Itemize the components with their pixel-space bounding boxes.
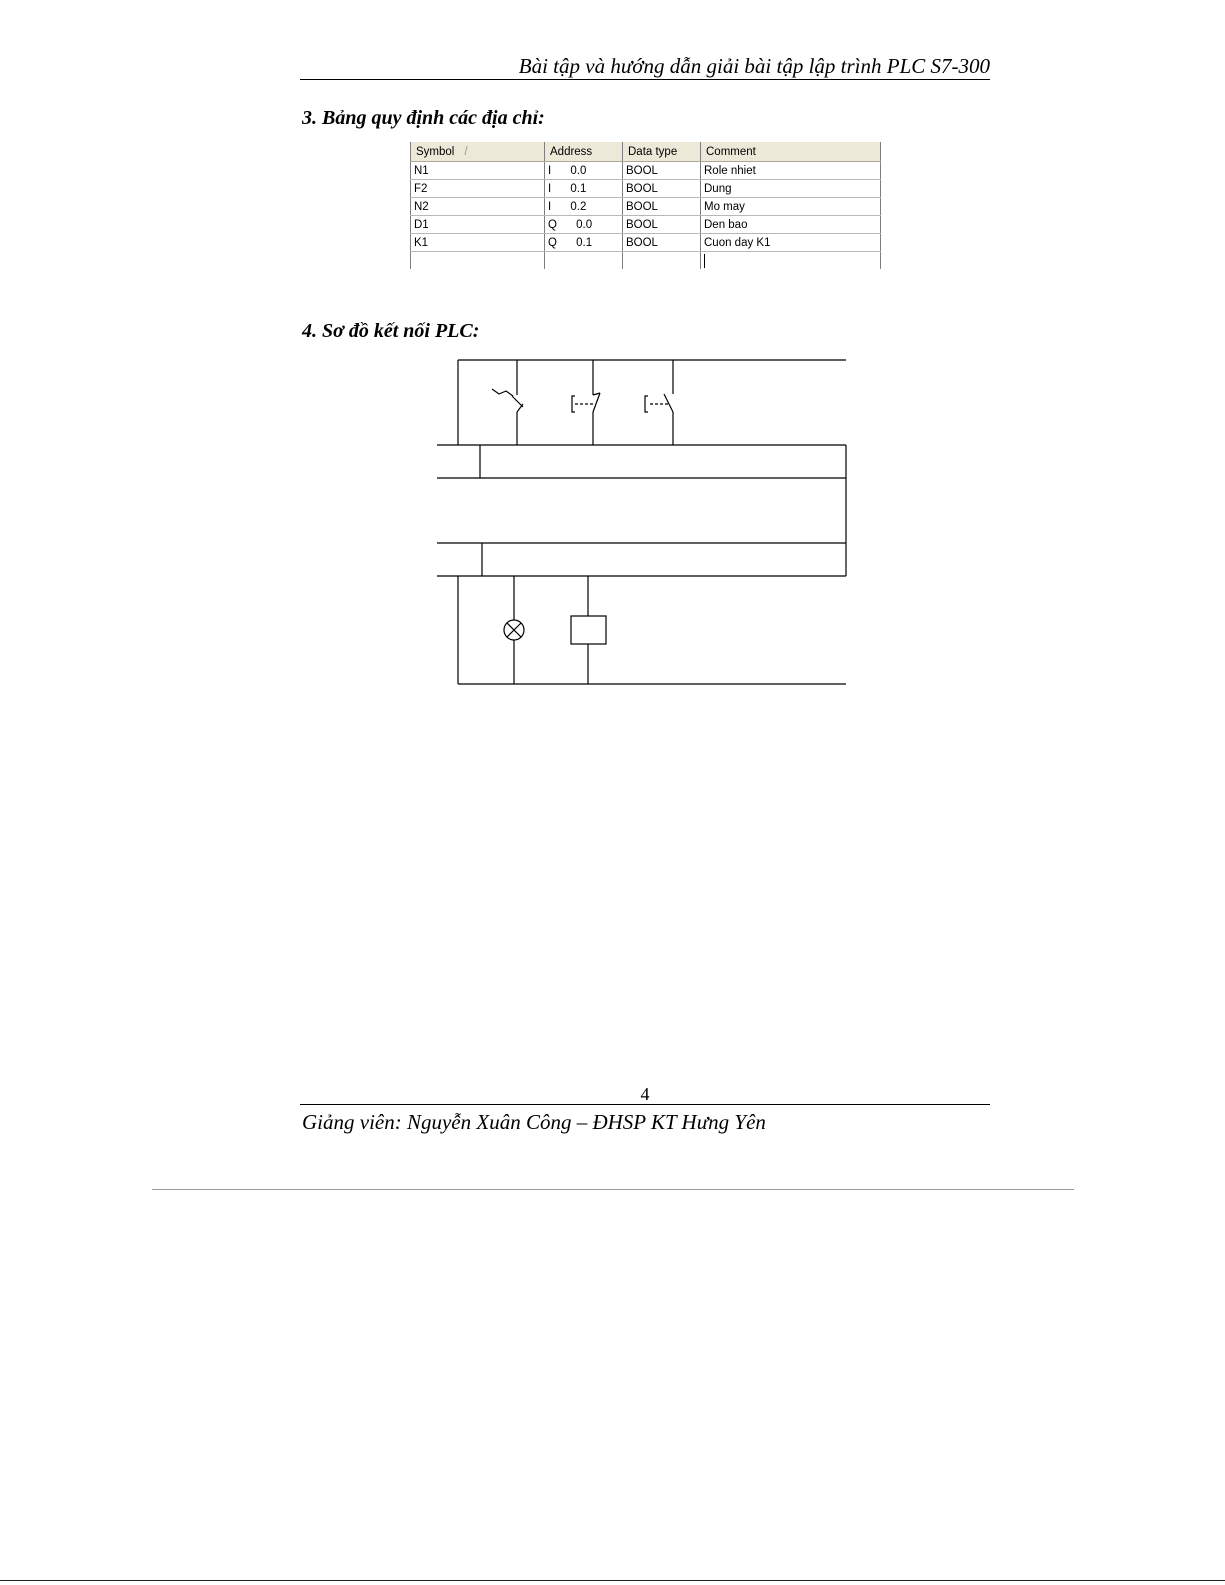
page-header-title: Bài tập và hướng dẫn giải bài tập lập trình PLC S7-300: [518, 54, 990, 78]
cell-data-type[interactable]: BOOL: [623, 234, 701, 252]
page-number: 4: [640, 1084, 650, 1104]
cell-data-type[interactable]: BOOL: [623, 198, 701, 216]
next-page-edge: [0, 1580, 1225, 1581]
page-separator: [152, 1189, 1074, 1190]
column-header-data-type[interactable]: Data type: [623, 142, 701, 162]
start-pushbutton-icon: [645, 360, 673, 445]
cell-address[interactable]: I 0.1: [545, 180, 623, 198]
cell-data-type[interactable]: BOOL: [623, 180, 701, 198]
cell-symbol[interactable]: F2: [411, 180, 545, 198]
sort-indicator-icon: /: [464, 145, 468, 158]
cell-symbol[interactable]: K1: [411, 234, 545, 252]
cell-symbol[interactable]: N1: [411, 162, 545, 180]
cell-data-type[interactable]: BOOL: [623, 216, 701, 234]
cell-symbol[interactable]: N2: [411, 198, 545, 216]
plc-input-module: [437, 445, 846, 478]
column-header-address[interactable]: Address: [545, 142, 623, 162]
cell-comment[interactable]: Cuon day K1: [701, 234, 881, 252]
cell-comment[interactable]: Dung: [701, 180, 881, 198]
cell-address[interactable]: Q 0.0: [545, 216, 623, 234]
cell-symbol[interactable]: D1: [411, 216, 545, 234]
page-footer-author: Giảng viên: Nguyễn Xuân Công – ĐHSP KT Hưng Yên: [302, 1110, 766, 1134]
cell-data-type[interactable]: BOOL: [623, 162, 701, 180]
cell-address[interactable]: I 0.0: [545, 162, 623, 180]
cell-address[interactable]: Q 0.1: [545, 234, 623, 252]
cell-comment[interactable]: Role nhiet: [701, 162, 881, 180]
column-header-symbol[interactable]: Symbol /: [411, 142, 545, 162]
cell-comment[interactable]: Den bao: [701, 216, 881, 234]
cell-comment[interactable]: Mo may: [701, 198, 881, 216]
thermal-relay-contact-icon: [492, 360, 523, 445]
plc-wiring-diagram: [0, 0, 1225, 700]
contactor-coil-icon: [571, 576, 606, 684]
section-3-heading: 3. Bảng quy định các địa chỉ:: [302, 107, 545, 129]
column-header-comment[interactable]: Comment: [701, 142, 881, 162]
plc-output-module: [437, 543, 846, 576]
indicator-lamp-icon: [504, 576, 524, 684]
stop-pushbutton-icon: [572, 360, 600, 445]
section-4-heading: 4. Sơ đồ kết nối PLC:: [302, 320, 480, 342]
footer-rule: [300, 1104, 990, 1105]
cell-address[interactable]: I 0.2: [545, 198, 623, 216]
